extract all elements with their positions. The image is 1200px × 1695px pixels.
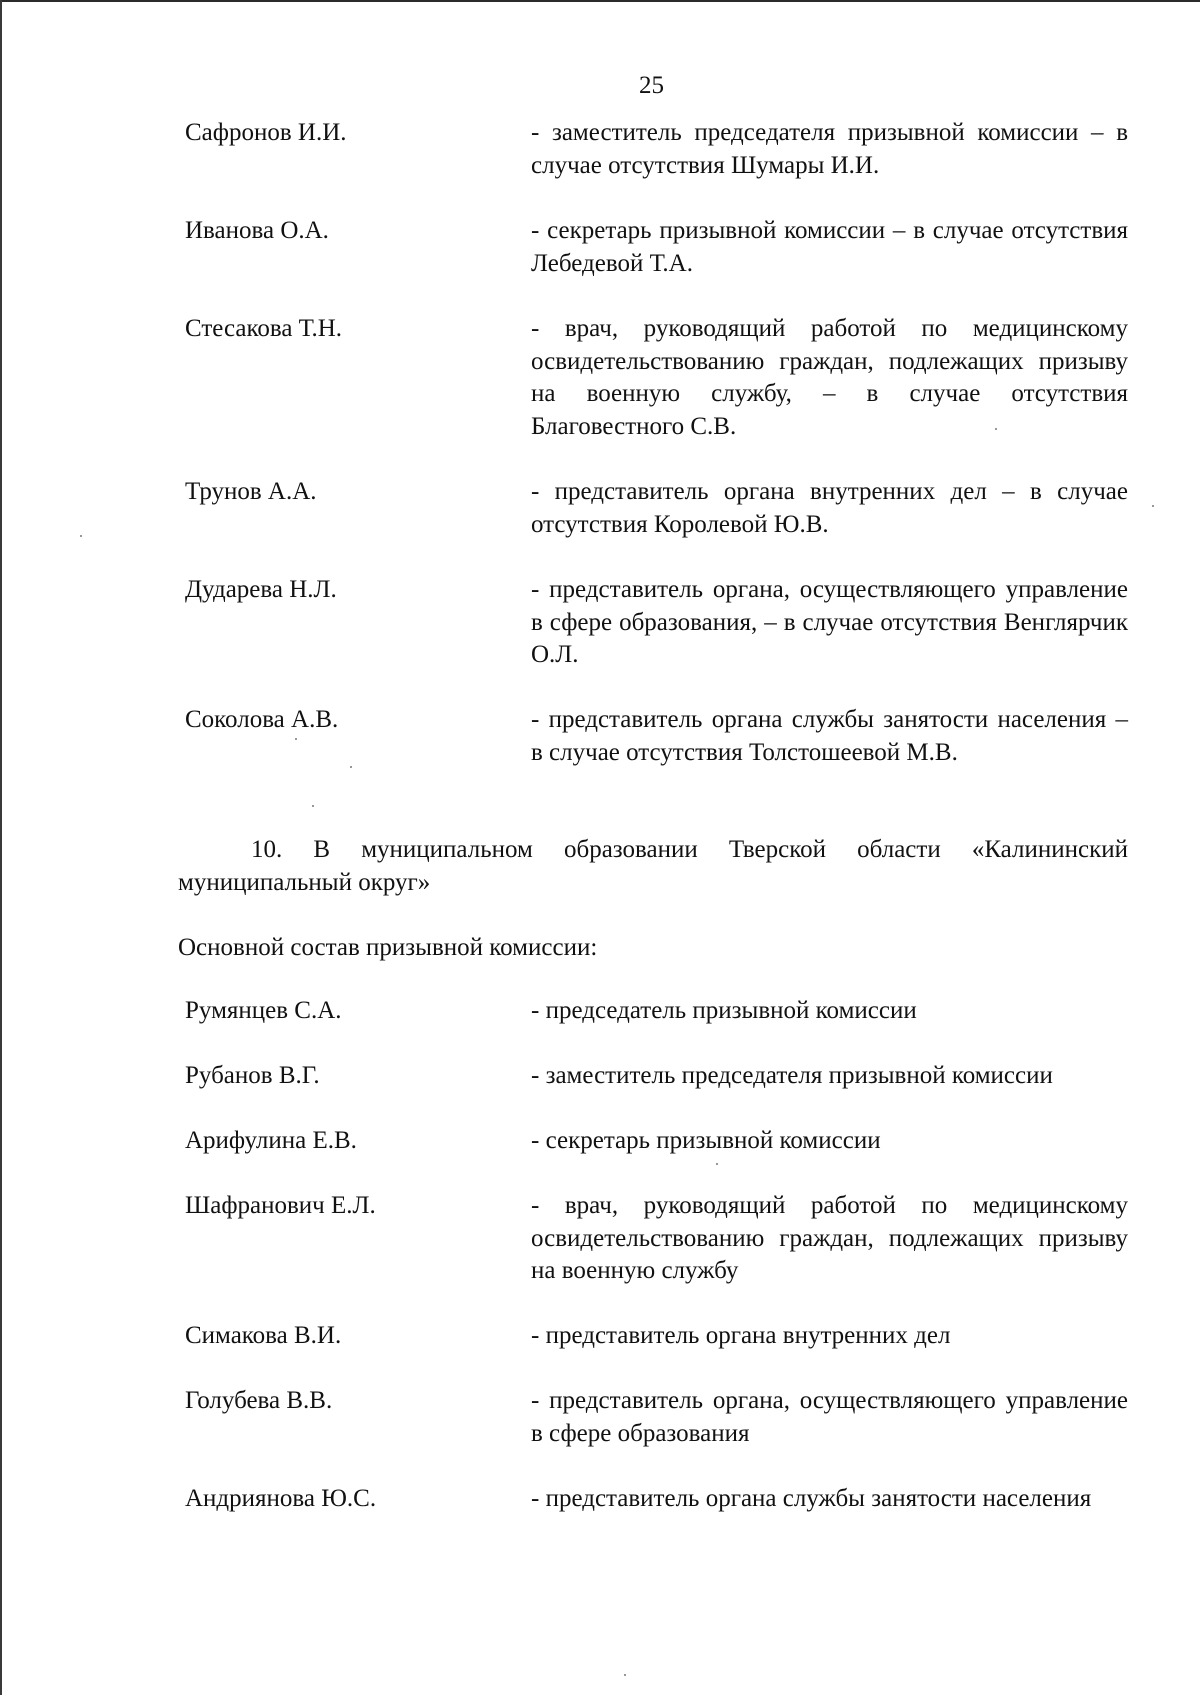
- member-entry: [185, 1320, 1128, 1353]
- member-entry: [185, 995, 1128, 1028]
- member-role: - врач, руководящий работой по медицинскому освидетельствованию граждан, подлежащих призыву на военную службу, – в случае отсутствия Благовестного С.В.: [531, 315, 1128, 440]
- member-role: - представитель органа, осуществляющего управление в сфере образования: [531, 1387, 1128, 1447]
- scan-speck: [1152, 505, 1154, 507]
- member-name: Стесакова Т.Н.: [185, 315, 343, 342]
- scan-edge-left: [0, 0, 2, 1695]
- member-name: Арифулина Е.В.: [185, 1127, 357, 1154]
- member-entry: [185, 1060, 1128, 1093]
- member-entry: [185, 215, 1128, 280]
- member-role: - представитель органа внутренних дел – в случае отсутствия Королевой Ю.В.: [531, 478, 1128, 538]
- member-role: - секретарь призывной комиссии – в случае отсутствия Лебедевой Т.А.: [531, 217, 1128, 277]
- member-name: Андриянова Ю.С.: [185, 1485, 377, 1512]
- scan-speck: [995, 428, 997, 430]
- member-entry: [185, 1385, 1128, 1450]
- member-entry: [185, 1190, 1128, 1288]
- member-role: - представитель органа службы занятости населения: [531, 1485, 1092, 1512]
- member-name: Соколова А.В.: [185, 706, 339, 733]
- scan-speck: [716, 1163, 718, 1165]
- scan-speck: [295, 738, 297, 740]
- scan-speck: [624, 1674, 626, 1676]
- section-heading: 10. В муниципальном образовании Тверской области «Калининский муниципальный округ»: [178, 836, 1128, 896]
- member-name: Сафронов И.И.: [185, 119, 347, 146]
- member-role: - заместитель председателя призывной комиссии – в случае отсутствия Шумары И.И.: [531, 119, 1128, 179]
- member-name: Рубанов В.Г.: [185, 1062, 320, 1089]
- member-entry: [185, 574, 1128, 672]
- member-role: - представитель органа службы занятости населения – в случае отсутствия Толстошеевой М.В.: [531, 706, 1128, 766]
- member-role: - заместитель председателя призывной комиссии: [531, 1062, 1053, 1089]
- member-role: - врач, руководящий работой по медицинскому освидетельствованию граждан, подлежащих призыву на военную службу: [531, 1192, 1128, 1284]
- member-name: Голубева В.В.: [185, 1387, 333, 1414]
- member-name: Трунов А.А.: [185, 478, 317, 505]
- member-entry: [185, 1483, 1128, 1516]
- member-name: Дударева Н.Л.: [185, 576, 337, 603]
- member-name: Симакова В.И.: [185, 1322, 342, 1349]
- member-entry: [185, 704, 1128, 769]
- member-entry: [185, 1125, 1128, 1158]
- scan-speck: [80, 535, 82, 537]
- member-role: - представитель органа внутренних дел: [531, 1322, 951, 1349]
- scan-speck: [312, 805, 314, 807]
- scan-speck: [350, 766, 352, 768]
- composition-label: Основной состав призывной комиссии:: [178, 934, 598, 961]
- member-name: Шафранович Е.Л.: [185, 1192, 376, 1219]
- member-name: Иванова О.А.: [185, 217, 329, 244]
- member-role: - представитель органа, осуществляющего управление в сфере образования, – в случае отсутствия Венглярчик О.Л.: [531, 576, 1128, 668]
- member-entry: [185, 476, 1128, 541]
- member-role: - председатель призывной комиссии: [531, 997, 917, 1024]
- member-entry: [185, 313, 1128, 443]
- page-number: 25: [639, 72, 664, 99]
- member-role: - секретарь призывной комиссии: [531, 1127, 881, 1154]
- member-name: Румянцев С.А.: [185, 997, 342, 1024]
- member-entry: [185, 117, 1128, 182]
- scan-edge-top: [0, 0, 1200, 2]
